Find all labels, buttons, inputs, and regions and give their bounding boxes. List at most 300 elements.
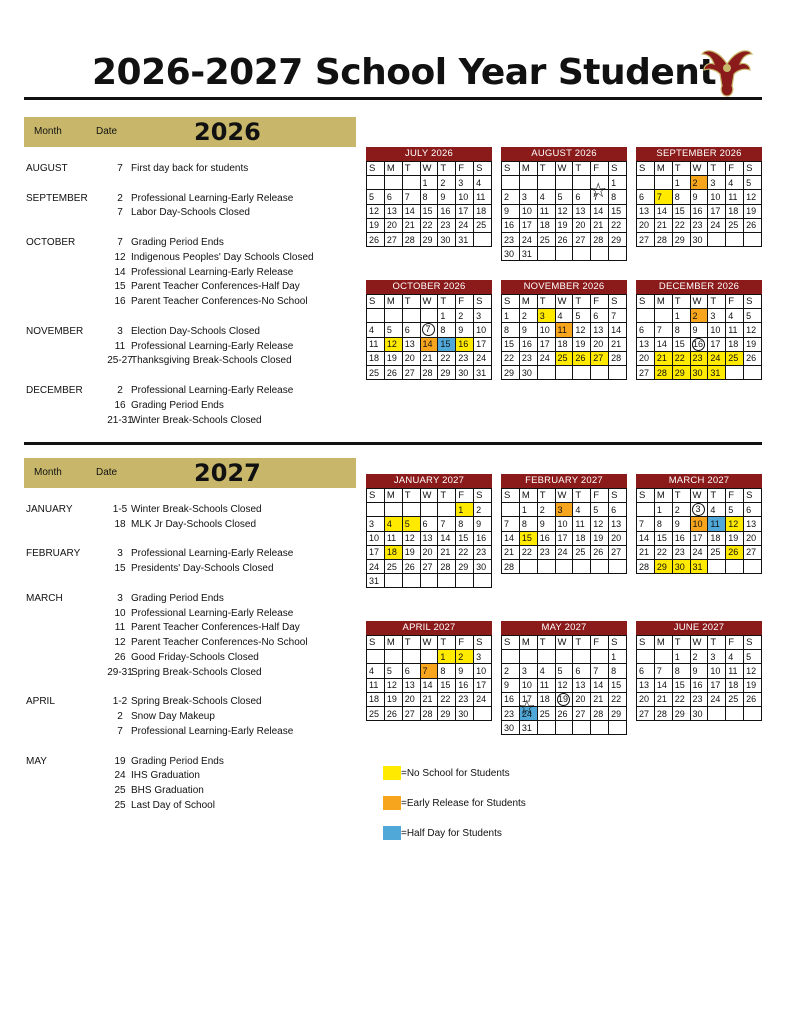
day-cell: 17 <box>555 531 573 545</box>
day-cell: 11 <box>474 190 492 204</box>
month-calendar <box>636 621 762 721</box>
day-cell: 21 <box>654 692 672 706</box>
event-row <box>26 354 356 369</box>
calendar-month-title: MAY 2027 <box>501 621 627 635</box>
event-row <box>26 533 356 548</box>
empty-cell <box>420 503 438 517</box>
day-cell: 15 <box>502 337 520 351</box>
day-cell: 3 <box>519 664 537 678</box>
day-cell: 7 <box>654 190 672 204</box>
empty-cell <box>708 559 726 573</box>
day-cell: 23 <box>690 218 708 232</box>
event-date: 25 <box>114 799 126 811</box>
day-cell: 28 <box>654 706 672 720</box>
empty-cell <box>708 232 726 246</box>
month-calendar <box>636 474 762 574</box>
event-date: 3 <box>117 325 123 337</box>
day-cell: 21 <box>609 337 627 351</box>
month-calendar <box>636 280 762 380</box>
event-date: 19 <box>114 755 126 767</box>
weekday-header: M <box>519 295 537 309</box>
day-cell: 24 <box>708 351 726 365</box>
event-row <box>26 710 356 725</box>
day-cell: 23 <box>537 545 555 559</box>
legend-swatch-orange <box>383 796 401 810</box>
weekday-header: T <box>708 489 726 503</box>
day-cell: 22 <box>609 692 627 706</box>
event-text: IHS Graduation <box>131 770 200 782</box>
day-cell: 6 <box>402 323 420 337</box>
day-cell: 26 <box>744 218 762 232</box>
weekday-header: T <box>537 295 555 309</box>
event-list-2026 <box>26 162 356 428</box>
day-cell: 25 <box>537 232 555 246</box>
event-month: APRIL <box>26 696 55 708</box>
day-cell: 30 <box>502 721 520 735</box>
event-text: Professional Learning-Early Release <box>131 266 294 278</box>
day-cell: 17 <box>708 678 726 692</box>
day-cell: 24 <box>474 692 492 706</box>
day-cell: 28 <box>438 559 456 573</box>
day-cell: 21 <box>591 692 609 706</box>
event-date: 26 <box>114 651 126 663</box>
day-cell: 21 <box>654 218 672 232</box>
day-cell: 25 <box>573 545 591 559</box>
event-row <box>26 799 356 814</box>
day-cell: 6 <box>744 503 762 517</box>
weekday-header: M <box>384 636 402 650</box>
day-cell: 20 <box>744 531 762 545</box>
day-cell: 14 <box>420 337 438 351</box>
day-cell: 10 <box>474 664 492 678</box>
day-cell: 21 <box>420 692 438 706</box>
day-cell: 6 <box>573 664 591 678</box>
day-cell: 8 <box>654 517 672 531</box>
event-row <box>26 206 356 221</box>
day-cell: 7 <box>637 517 655 531</box>
weekday-header: S <box>367 489 385 503</box>
day-cell: 23 <box>502 706 520 720</box>
event-row <box>26 562 356 577</box>
day-cell: 10 <box>690 517 708 531</box>
day-cell: 13 <box>637 337 655 351</box>
day-cell: 23 <box>672 545 690 559</box>
day-cell: 3 <box>708 176 726 190</box>
weekday-header: M <box>519 162 537 176</box>
day-cell: 22 <box>672 351 690 365</box>
day-cell: 19 <box>402 545 420 559</box>
day-cell: 28 <box>637 559 655 573</box>
weekday-header: W <box>690 489 708 503</box>
day-cell: 2 <box>456 309 474 323</box>
day-cell: 6 <box>637 323 655 337</box>
day-cell: 23 <box>474 545 492 559</box>
section-header-2027 <box>24 458 356 488</box>
day-cell: 26 <box>726 545 744 559</box>
day-cell: 14 <box>438 531 456 545</box>
empty-cell <box>591 559 609 573</box>
day-cell: 22 <box>438 351 456 365</box>
day-cell: 29 <box>438 365 456 379</box>
event-row <box>26 295 356 310</box>
day-cell: 21 <box>438 545 456 559</box>
weekday-header: S <box>609 489 627 503</box>
empty-cell <box>555 721 573 735</box>
event-row <box>26 681 356 696</box>
day-cell: 22 <box>519 545 537 559</box>
day-cell: 14 <box>637 531 655 545</box>
day-cell: 31 <box>690 559 708 573</box>
event-date: 15 <box>114 281 126 293</box>
day-cell: 2 <box>537 503 555 517</box>
event-text: Election Day-Schools Closed <box>131 325 260 337</box>
day-cell: 31 <box>474 365 492 379</box>
empty-cell <box>438 503 456 517</box>
event-date: 12 <box>114 637 126 649</box>
event-text: Grading Period Ends <box>131 755 224 767</box>
day-cell: 12 <box>555 204 573 218</box>
day-cell: 8 <box>420 190 438 204</box>
event-row <box>26 769 356 784</box>
day-cell: 5 <box>402 517 420 531</box>
day-cell: 26 <box>573 351 591 365</box>
day-cell: 17 <box>519 218 537 232</box>
weekday-header: T <box>438 295 456 309</box>
event-month: JANUARY <box>26 504 73 515</box>
month-calendar <box>636 147 762 247</box>
day-cell: 19 <box>367 218 385 232</box>
day-cell: 16 <box>537 531 555 545</box>
day-cell: 15 <box>456 531 474 545</box>
day-cell: 3 <box>555 503 573 517</box>
event-text: Good Friday-Schools Closed <box>131 651 259 663</box>
weekday-header: M <box>519 636 537 650</box>
day-cell: 27 <box>402 706 420 720</box>
empty-cell <box>744 706 762 720</box>
weekday-header: F <box>726 489 744 503</box>
day-cell: 13 <box>637 678 655 692</box>
day-cell: 5 <box>744 309 762 323</box>
day-cell: 25 <box>367 706 385 720</box>
weekday-header: S <box>609 162 627 176</box>
day-cell: 30 <box>456 365 474 379</box>
day-cell: 12 <box>384 337 402 351</box>
day-cell: 3 <box>456 176 474 190</box>
day-cell: 14 <box>502 531 520 545</box>
day-cell: 24 <box>708 218 726 232</box>
day-cell: 7 <box>654 323 672 337</box>
day-cell: 11 <box>537 204 555 218</box>
day-cell: 10 <box>456 190 474 204</box>
legend-half-day <box>383 826 502 840</box>
event-row <box>26 192 356 207</box>
weekday-header: T <box>537 162 555 176</box>
day-cell: 19 <box>573 337 591 351</box>
weekday-header: T <box>438 162 456 176</box>
day-cell: 1 <box>654 503 672 517</box>
empty-cell <box>573 247 591 261</box>
event-date: 15 <box>114 563 126 575</box>
day-cell: 18 <box>474 204 492 218</box>
day-cell: 12 <box>591 517 609 531</box>
weekday-header: T <box>672 489 690 503</box>
empty-cell <box>474 706 492 720</box>
empty-cell <box>637 176 655 190</box>
day-cell: 1 <box>519 503 537 517</box>
day-cell: 15 <box>672 204 690 218</box>
weekday-header: S <box>744 162 762 176</box>
day-cell: 26 <box>384 706 402 720</box>
day-cell: 4 <box>537 190 555 204</box>
year-label: 2027 <box>194 459 261 487</box>
day-cell: 5 <box>726 503 744 517</box>
event-row <box>26 266 356 281</box>
day-cell: 29 <box>672 706 690 720</box>
event-date: 3 <box>117 548 123 560</box>
day-cell: 11 <box>708 517 726 531</box>
empty-cell <box>384 650 402 664</box>
weekday-header: T <box>708 636 726 650</box>
day-cell: 11 <box>726 323 744 337</box>
weekday-header: W <box>555 162 573 176</box>
day-cell: 7 <box>420 323 438 337</box>
event-date: 29-31 <box>107 666 133 678</box>
day-cell: 11 <box>367 337 385 351</box>
day-cell: 2 <box>690 309 708 323</box>
day-cell: 5 <box>573 309 591 323</box>
empty-cell <box>573 650 591 664</box>
day-cell: 5 <box>555 190 573 204</box>
weekday-header: W <box>420 489 438 503</box>
weekday-header: F <box>591 489 609 503</box>
legend-label: =No School for Students <box>401 767 510 779</box>
weekday-header: S <box>744 489 762 503</box>
weekday-header: S <box>367 636 385 650</box>
empty-cell <box>438 574 456 588</box>
day-cell: 19 <box>384 692 402 706</box>
day-cell: 11 <box>555 323 573 337</box>
day-cell: 8 <box>438 664 456 678</box>
day-cell: 5 <box>744 176 762 190</box>
empty-cell <box>744 365 762 379</box>
day-cell: 16 <box>502 692 520 706</box>
calendar-month-title: NOVEMBER 2026 <box>501 280 627 294</box>
empty-cell <box>637 309 655 323</box>
day-cell: 24 <box>708 692 726 706</box>
legend-no-school <box>383 766 510 780</box>
event-text: Professional Learning-Early Release <box>131 340 294 352</box>
weekday-header: M <box>384 295 402 309</box>
day-cell: 18 <box>573 531 591 545</box>
day-cell: 24 <box>474 351 492 365</box>
legend-label: =Half Day for Students <box>401 827 502 839</box>
weekday-header: T <box>402 295 420 309</box>
day-cell: 17 <box>474 337 492 351</box>
day-cell: 18 <box>367 351 385 365</box>
day-cell: 8 <box>609 664 627 678</box>
day-cell: 21 <box>402 218 420 232</box>
day-cell: 28 <box>591 706 609 720</box>
day-cell: 20 <box>402 351 420 365</box>
event-date: 7 <box>117 163 123 174</box>
day-cell: 13 <box>573 678 591 692</box>
empty-cell <box>502 650 520 664</box>
empty-cell <box>573 365 591 379</box>
event-date: 7 <box>117 236 123 248</box>
event-row <box>26 518 356 533</box>
day-cell: 4 <box>726 650 744 664</box>
day-cell: 7 <box>654 664 672 678</box>
day-cell: 21 <box>591 218 609 232</box>
weekday-header: T <box>438 636 456 650</box>
day-cell: 30 <box>690 706 708 720</box>
empty-cell <box>402 650 420 664</box>
weekday-header: W <box>420 295 438 309</box>
event-text: Professional Learning-Early Release <box>131 384 294 396</box>
event-date: 7 <box>117 725 123 737</box>
weekday-header: F <box>726 295 744 309</box>
weekday-header: M <box>384 489 402 503</box>
day-cell: 23 <box>519 351 537 365</box>
day-cell: 3 <box>537 309 555 323</box>
weekday-header: T <box>573 162 591 176</box>
day-cell: 15 <box>654 531 672 545</box>
event-month: FEBRUARY <box>26 548 81 560</box>
day-cell: 26 <box>555 232 573 246</box>
weekday-header: T <box>402 489 420 503</box>
year-label: 2026 <box>194 118 261 146</box>
event-text: Indigenous Peoples' Day Schools Closed <box>131 251 314 263</box>
day-cell: 15 <box>672 337 690 351</box>
empty-cell <box>537 176 555 190</box>
empty-cell <box>591 247 609 261</box>
weekday-header: T <box>573 295 591 309</box>
day-cell: 13 <box>609 517 627 531</box>
day-cell: 16 <box>672 531 690 545</box>
day-cell: 26 <box>744 692 762 706</box>
day-cell: 22 <box>654 545 672 559</box>
weekday-header: M <box>519 489 537 503</box>
month-column-label: Month <box>34 126 62 137</box>
weekday-header: S <box>367 162 385 176</box>
weekday-header: F <box>456 162 474 176</box>
weekday-header: S <box>474 489 492 503</box>
day-cell: 4 <box>555 309 573 323</box>
event-text: Parent Teacher Conferences-Half Day <box>131 622 300 634</box>
day-cell: 16 <box>690 678 708 692</box>
legend-early-release <box>383 796 526 810</box>
day-cell: 29 <box>609 232 627 246</box>
day-cell: 10 <box>537 323 555 337</box>
day-cell: 4 <box>384 517 402 531</box>
day-cell: 13 <box>591 323 609 337</box>
day-cell: 11 <box>537 678 555 692</box>
weekday-header: S <box>474 295 492 309</box>
day-cell: 29 <box>456 559 474 573</box>
day-cell: 9 <box>690 323 708 337</box>
day-cell: 2 <box>690 176 708 190</box>
day-cell: 21 <box>502 545 520 559</box>
day-cell: 25 <box>726 692 744 706</box>
day-cell: 2 <box>519 309 537 323</box>
empty-cell <box>555 247 573 261</box>
day-cell: 24 ☆ <box>519 706 537 720</box>
day-cell: 1 <box>438 309 456 323</box>
weekday-header: T <box>672 636 690 650</box>
day-cell: 12 <box>367 204 385 218</box>
day-cell: 1 <box>502 309 520 323</box>
day-cell: 10 <box>708 664 726 678</box>
event-row <box>26 666 356 681</box>
event-date: 2 <box>117 192 123 204</box>
event-date: 7 <box>117 207 123 219</box>
day-cell: 8 <box>456 517 474 531</box>
empty-cell <box>744 559 762 573</box>
event-row <box>26 636 356 651</box>
day-cell: 18 <box>537 692 555 706</box>
day-cell: 8 <box>672 323 690 337</box>
day-cell: 25 <box>537 706 555 720</box>
event-text: Winter Break-Schools Closed <box>131 414 262 426</box>
event-text: Professional Learning-Early Release <box>131 607 294 619</box>
day-cell: 11 <box>367 678 385 692</box>
empty-cell <box>726 232 744 246</box>
empty-cell <box>591 365 609 379</box>
weekday-header: M <box>654 489 672 503</box>
day-cell: 20 <box>637 351 655 365</box>
day-cell: 20 <box>573 218 591 232</box>
weekday-header: M <box>384 162 402 176</box>
day-cell: 19 <box>744 337 762 351</box>
day-cell: 19 <box>555 218 573 232</box>
day-cell: 9 <box>474 517 492 531</box>
day-cell: 30 <box>456 706 474 720</box>
day-cell: 12 <box>573 323 591 337</box>
empty-cell <box>402 309 420 323</box>
day-cell: 25 <box>367 365 385 379</box>
month-calendar <box>366 474 492 588</box>
day-cell: 20 <box>402 692 420 706</box>
empty-cell <box>637 503 655 517</box>
calendar-month-title: AUGUST 2026 <box>501 147 627 161</box>
month-calendar <box>366 147 492 247</box>
event-date: 2 <box>117 384 123 396</box>
calendar-month-title: FEBRUARY 2027 <box>501 474 627 488</box>
day-cell: 26 <box>555 706 573 720</box>
day-cell: 24 <box>555 545 573 559</box>
day-cell: 3 <box>690 503 708 517</box>
day-cell: 9 <box>438 190 456 204</box>
day-cell: 9 <box>456 664 474 678</box>
empty-cell <box>609 247 627 261</box>
event-text: MLK Jr Day-Schools Closed <box>131 518 257 530</box>
day-cell: 14 <box>420 678 438 692</box>
day-cell: 19 <box>744 678 762 692</box>
day-cell: 7 ☆ <box>591 190 609 204</box>
weekday-header: W <box>690 636 708 650</box>
day-cell: 28 <box>591 232 609 246</box>
day-cell: 24 <box>367 559 385 573</box>
day-cell: 3 <box>708 650 726 664</box>
event-row <box>26 251 356 266</box>
day-cell: 21 <box>654 351 672 365</box>
empty-cell <box>637 650 655 664</box>
day-cell: 30 <box>690 365 708 379</box>
event-date: 11 <box>114 622 126 634</box>
weekday-header: W <box>690 295 708 309</box>
event-row <box>26 162 356 177</box>
day-cell: 23 <box>456 351 474 365</box>
